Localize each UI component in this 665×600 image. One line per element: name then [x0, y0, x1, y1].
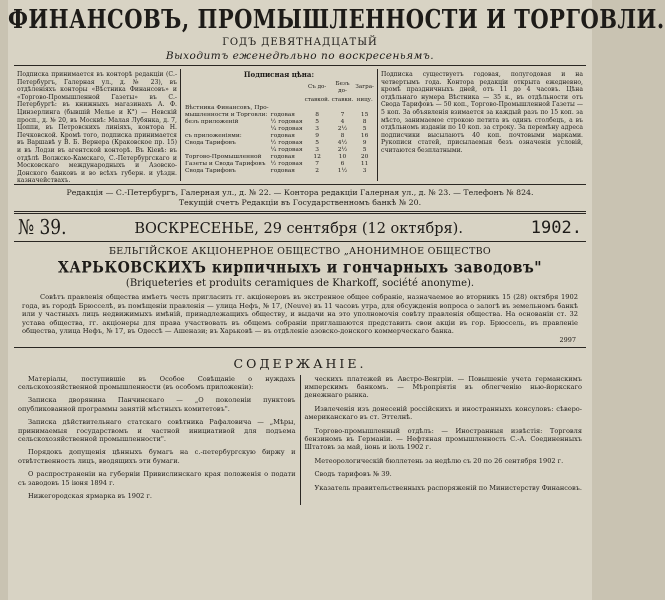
contents-entry: Порядокъ допущенія цѣнныхъ бумагъ на с.-петербургскую биржу и отвѣтственность лицъ, вводящихъ эти бумаги.: [18, 448, 296, 465]
contents-entry: Нижегородская ярмарка въ 1902 г.: [28, 491, 153, 500]
subscription-terms: Подписка существуетъ годовая, полугодовая и на четвертымъ года. Контора редакціи открыта ежедневно, кромѣ праздничныхъ дней, отъ 11 до 4 часовъ. Цѣна отдѣльнаго нумера Вѣстника — 35 к., въ отдѣльности отъ Свода Тарифовъ — 50 коп., Торгово-Промышленной Газеты — 5 коп. За объявленія взимается за каждый разъ по 15 коп. за мѣсто, занимаемое строкою петита въ одинъ столбецъ, а въ отдѣльномъ изданіи по 10 коп. за строку. За перемѣну адреса подписчики высылаютъ 40 коп. почтовыми марками. Рукописи статей, присылаемыя безъ означенія условій, считаются безплатными.: [381, 71, 583, 154]
price-cell: 9: [362, 139, 367, 146]
price-row: [184, 147, 375, 154]
price-cell: ¼ годовая: [270, 125, 303, 132]
price-row: [184, 140, 375, 147]
price-cell: 5: [315, 118, 319, 125]
price-cell: [184, 126, 270, 133]
price-cell: ½ годовая: [270, 160, 303, 167]
price-cell: ½ годовая: [270, 118, 303, 125]
price-cell: 5: [362, 146, 367, 153]
price-cell: 2½: [337, 125, 348, 132]
price-header-row: ставкой. ставки. ницу.: [304, 96, 373, 103]
price-cell: 20: [360, 153, 369, 160]
editorial-address: Редакція — С.-Петербургъ, Галерная ул., д. № 22. — Контора редакціи Галерная ул., д. № 23. — Телефонъ № 824.: [66, 188, 534, 197]
price-cell: 9: [315, 132, 319, 139]
price-title: Подписная цѣна:: [243, 70, 315, 79]
price-row: [184, 154, 375, 161]
contents-entry: Записка дворянина Панчинскаго — „О поколеніи пунктовъ опубликованной программы занятій мѣстныхъ комитетовъ".: [18, 396, 296, 413]
contents-entry: ческихъ платежей въ Австро-Венгріи. — Повышеніе учета германскимъ имперскимъ банкомъ. — Мѣропріятія въ облегченію нью-йоркскаго денежнаго рынка.: [304, 374, 582, 400]
contents-right-column: [301, 375, 587, 506]
price-cell: 1½: [337, 167, 348, 174]
contents-entry: Указатель правительственныхъ распоряженій по Министерству Финансовъ.: [314, 483, 582, 492]
subscription-info: [14, 69, 586, 185]
price-cell: Свода Тарифовъ: [185, 139, 236, 146]
price-table: [184, 80, 375, 175]
notice-company-name: ХАРЬКОВСКИХЪ кирпичныхъ и гончарныхъ заводовъ": [57, 258, 542, 278]
contents-title: СОДЕРЖАНІЕ.: [233, 355, 367, 371]
contents-entry: Извлеченія изъ донесеній россійскихъ и иностранныхъ консуловъ: сѣверо-американскаго въ ст. Эттелнѣ.: [304, 404, 582, 422]
divider: [14, 211, 586, 214]
editorial-contact: [14, 188, 586, 208]
price-cell: годовая: [270, 167, 295, 174]
notice-number: 2997: [559, 335, 576, 344]
contents-entry: Метеорологическій бюллетень за недѣлю съ 20 по 26 сентября 1902 г.: [314, 456, 564, 465]
price-cell: 10: [338, 153, 347, 160]
price-cell: Газеты и Свода Тарифовъ: [185, 160, 266, 167]
issue-number: № 39.: [18, 216, 67, 240]
divider: [14, 241, 586, 242]
newspaper-title: ФИНАНСОВЪ, ПРОМЫШЛЕННОСТИ И ТОРГОВЛИ.: [8, 2, 665, 35]
price-row: [184, 168, 375, 175]
price-row: [184, 119, 375, 126]
price-row: [184, 126, 375, 133]
price-cell: 8: [315, 111, 319, 118]
price-cell: [354, 105, 375, 112]
publication-year: ГОДЪ ДЕВЯТНАДЦАТЫЙ: [222, 37, 378, 48]
bank-account: Текущій счетъ Редакціи въ Государственномъ банкѣ № 20.: [178, 198, 422, 207]
price-cell: 2½: [337, 146, 348, 153]
price-cell: 15: [360, 111, 369, 118]
publication-frequency: Выходитъ еженедѣльно по воскресеньямъ.: [165, 50, 435, 62]
newspaper-page: [8, 0, 665, 600]
price-cell: 16: [360, 132, 369, 139]
price-cell: 8: [362, 118, 367, 125]
price-cell: съ приложеніями:: [185, 132, 242, 139]
company-notice: [22, 246, 578, 344]
notice-body: Совѣтъ правленія общества имѣетъ честь пригласить гг. акціонеровъ въ экстренное общее собраніе, назначаемое во вторникъ 15 (28) октября 1902 года, въ городѣ Брюсселѣ, въ помѣщеніи правленія — улица Нефъ, № 17, (Neuve) въ 11 часовъ утра, для обсужденія вопроса о залогѣ въ земельномъ банкѣ или у частныхъ лицъ недвижимыхъ имѣній, принадлежащихъ обществу, и выдачи на это уполномочія совѣту правленія общества. На основаніи ст. 32 устава общества, гг. акціонеры для права участвовать въ общемъ собраніи приглашаются представить свои акціи въ гор. Брюссель, въ правленіе общества, улица Нефъ, № 17, въ Одессѣ — Ашенази; въ Харьковѣ — въ отдѣленіе азовско-донского коммерческаго банка.: [22, 293, 578, 335]
price-cell: годовая: [270, 111, 295, 118]
price-cell: годовая: [270, 153, 295, 160]
price-row: [184, 133, 375, 140]
price-cell: 5: [315, 139, 319, 146]
price-cell: Вѣстника Финансовъ, Про-: [185, 104, 269, 111]
notice-heading: БЕЛЬГІЙСКОЕ АКЦІОНЕРНОЕ ОБЩЕСТВО „АНОНИМНОЕ ОБЩЕСТВО: [109, 246, 491, 257]
price-cell: 11: [360, 160, 369, 167]
issue-date: ВОСКРЕСЕНЬЕ, 29 сентября (12 октября).: [134, 221, 463, 237]
price-cell: Свода Тарифовъ: [185, 167, 236, 174]
price-cell: безъ приложеній: [185, 118, 239, 125]
price-cell: 2: [315, 167, 319, 174]
price-cell: 3: [362, 167, 367, 174]
price-cell: [270, 105, 304, 112]
price-cell: [184, 147, 270, 154]
divider: [14, 184, 586, 185]
price-cell: [304, 105, 331, 112]
divider: [14, 65, 586, 66]
price-cell: ½ годовая: [270, 139, 303, 146]
price-row: [184, 161, 375, 168]
price-cell: [331, 105, 355, 112]
price-cell: 7: [315, 160, 319, 167]
price-cell: годовая: [270, 132, 295, 139]
price-cell: 7: [340, 111, 345, 118]
price-cell: мышленности и Торговли:: [185, 111, 268, 118]
contents-left-column: [14, 375, 301, 506]
issue-bar: [18, 218, 582, 238]
price-rows: [184, 105, 375, 175]
divider: [14, 347, 586, 348]
price-cell: 12: [313, 153, 321, 160]
price-cell: 3: [315, 125, 319, 132]
price-cell: 4½: [337, 139, 348, 146]
price-cell: 4: [340, 118, 345, 125]
contents-entry: Матеріалы, поступившіе въ Особое Совѣщаніе о нуждахъ сельскохозяйственной промышленности (въ особомъ приложеніи):: [18, 374, 296, 391]
price-row: [184, 112, 375, 119]
price-cell: Торгово-Промышленной: [185, 153, 262, 160]
masthead: [8, 0, 665, 62]
contents: [14, 375, 586, 506]
contents-entry: О распространеніи на губерніи Привислинскаго края положенія о подати съ заводовъ 15 іюня 1894 г.: [18, 470, 296, 487]
subscription-prices: [181, 69, 378, 181]
notice-french-name: (Briqueteries et produits ceramiques de Kharkoff, société anonyme).: [125, 278, 475, 289]
price-header-row: Съ до- Безъ до- Загра-: [307, 80, 374, 94]
price-cell: 6: [340, 160, 345, 167]
contents-entry: Торгово-промышленный отдѣлъ: — Иностранныя извѣстія: Торговля бензиномъ въ Германіи. — Нефтяная промышленность С.-А. Соединенныхъ Штатовъ за май, іюнь и іюль 1902 г.: [304, 426, 582, 452]
price-cell: 5: [362, 125, 367, 132]
contents-entry: Сводъ тарифовъ № 39.: [314, 470, 392, 479]
contents-entry: Записка дѣйствительнаго статскаго совѣтника Рафаловича — „Мѣры, принимаемыя государствомъ и частной инициативой для подъема сельскохозяйственной промышленности".: [18, 418, 296, 443]
price-cell: ¼ годовая: [270, 146, 303, 153]
issue-year: 1902.: [530, 218, 582, 238]
subscription-places: Подписка принимается въ конторѣ редакціи (С.-Петербургъ, Галерная ул., д. № 23), въ отдѣленіяхъ конторы «Вѣстника Финансовъ» и «Торгово-Промышленной Газеты» въ С.-Петербургѣ: въ книжныхъ магазинахъ А. Ф. Цинзерлинга (бывшій Мелье и К°) — Невскій просп., д. № 20, въ Москвѣ: Малая Лубянка, д. 7, Цоппи, въ Петровскихъ линіяхъ, контора Н. Печковской. Кромѣ того, подписка принимается въ Варшавѣ у В. Б. Вернера (Краковское пр. 15) и въ Лодзи въ агентской конторѣ. Въ Кіевѣ: въ отдѣлѣ Волжско-Камскаго, С.-Петербургскаго и Московскаго международныхъ и Азовско-Донского банковъ и во всѣхъ губерн. и уѣздн. казначействахъ.: [14, 69, 181, 181]
price-row: [184, 105, 375, 112]
price-cell: 3: [315, 146, 319, 153]
price-cell: 8: [340, 132, 345, 139]
